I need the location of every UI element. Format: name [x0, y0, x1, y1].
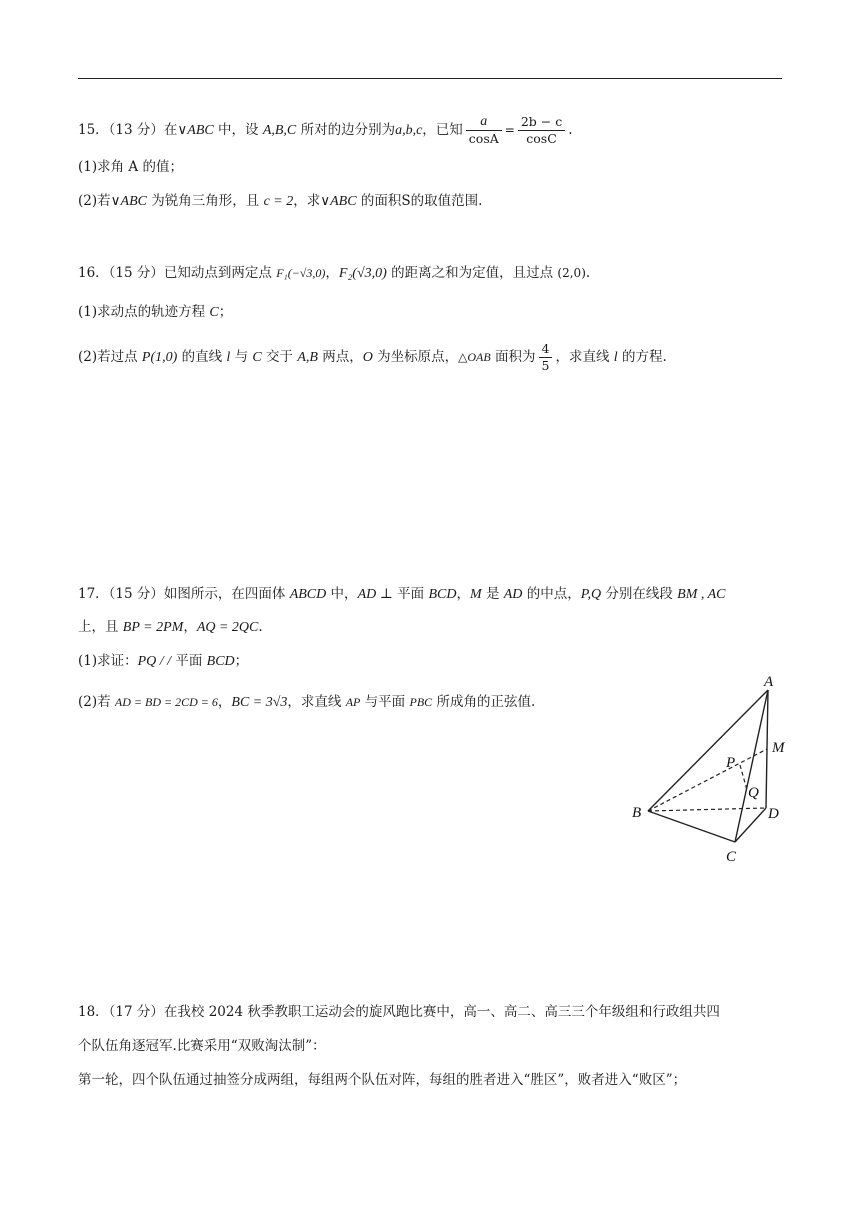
q17-text: 平面 — [392, 586, 429, 602]
header-rule — [78, 78, 782, 79]
q16-text: (2)若过点 — [78, 349, 142, 365]
q16-text: 两点， — [317, 349, 363, 365]
q16-triangle: △OAB — [458, 350, 491, 364]
q15-title — [78, 114, 573, 147]
q17-part-1 — [78, 651, 248, 672]
q16-text: 为坐标原点， — [372, 349, 459, 365]
q17-bc-length: BC = 3√3 — [231, 695, 288, 710]
q17-line-1 — [78, 584, 726, 605]
label-d: D — [768, 806, 779, 822]
q17-parallel: PQ / / — [137, 654, 172, 669]
q16-focus-2: F₂(√3,0) — [338, 266, 387, 281]
q17-segment: AD — [503, 587, 523, 602]
q17-text: 平面 — [171, 653, 207, 669]
q17-text: ； — [234, 653, 249, 669]
q16-text: 与 — [230, 349, 253, 365]
q17-text: ， — [456, 586, 470, 602]
q16-focus-1: F₁(−√3,0) — [276, 266, 326, 280]
q17-text: (1)求证： — [78, 653, 138, 669]
q17-ratio-2: AQ = 2QC — [196, 620, 259, 635]
q17-plane: BCD — [428, 587, 457, 602]
q17-tetrahedron: ABCD — [289, 587, 327, 602]
q15-angles: A,B,C — [262, 123, 297, 138]
q15-text: 的面积S的取值范围. — [356, 193, 483, 209]
edge-bd — [648, 808, 766, 811]
q16-point: (2,0) — [557, 266, 586, 280]
q18-line-2: 个队伍角逐冠军.比赛采用“双败淘汰制”： — [78, 1038, 326, 1054]
q17-segments: BM , AC — [677, 587, 726, 602]
label-b: B — [632, 805, 642, 821]
edge-cd — [735, 808, 766, 842]
q16-points: A,B — [297, 350, 318, 365]
q17-lengths: AD = BD = 2CD = 6 — [114, 695, 218, 709]
q17-text: 所成角的正弦值. — [432, 694, 536, 710]
q15-triangle: ABC — [120, 194, 147, 209]
q16-text: 的直线 — [177, 349, 227, 365]
q15-part-1: (1)求角 A 的值； — [78, 159, 183, 175]
q15-fraction-1: $\frac{a}{\cos A}$ — [466, 114, 502, 147]
q15-side-c: c = 2 — [263, 194, 294, 209]
label-p: P — [726, 755, 736, 771]
q15-fraction-2: $\frac{2b - c}{\cos C}$ — [518, 114, 565, 147]
label-c: C — [726, 849, 737, 865]
q17-plane-pbc: PBC — [409, 695, 433, 709]
q17-text: ， — [183, 619, 197, 635]
edge-bc — [648, 811, 735, 842]
q15-text: 为锐角三角形，且 — [146, 193, 264, 209]
q15-sides: a,b,c — [395, 123, 423, 138]
q16-line-l: l — [613, 350, 618, 365]
q17-text: 与平面 — [360, 694, 410, 710]
q17-text: 分别在线段 — [601, 586, 678, 602]
q16-curve: C — [252, 350, 262, 365]
tetrahedron-figure — [620, 670, 800, 870]
q15-period: . — [568, 122, 573, 138]
q17-point-m: M — [469, 587, 482, 602]
q17-text: 是 — [481, 586, 504, 602]
q16-text: (1)求动点的轨迹方程 — [78, 304, 210, 320]
q15-text: (2)若∨ — [78, 193, 121, 209]
q15-text: 所对的边分别为 — [296, 122, 396, 138]
q17-text: (2)若 — [78, 694, 115, 710]
q17-points: P,Q — [580, 587, 602, 602]
label-m: M — [772, 740, 785, 756]
q16-point-p: P(1,0) — [141, 350, 178, 365]
q15-equals: = — [504, 123, 515, 137]
q17-part-2 — [78, 692, 535, 713]
q15-text: 中，设 — [213, 122, 263, 138]
q16-text: 的方程. — [617, 349, 667, 365]
q17-text: . — [258, 619, 263, 635]
q15-triangle: ABC — [187, 123, 214, 138]
q15-part-2 — [78, 191, 482, 212]
q16-origin: O — [362, 350, 373, 365]
q17-number: 17．（15 分）如图所示，在四面体 — [78, 586, 290, 602]
label-a: A — [764, 674, 774, 690]
q18-line-3: 第一轮，四个队伍通过抽签分成两组，每组两个队伍对阵，每组的胜者进入“胜区”，败者进入“败区”； — [78, 1072, 687, 1088]
q16-text: ； — [218, 304, 233, 320]
q16-line-l: l — [226, 350, 231, 365]
q16-part-2 — [78, 341, 667, 374]
q16-part-1 — [78, 302, 232, 323]
q15-number: 15．（13 分）在∨ — [78, 122, 188, 138]
q17-text: ，求直线 — [287, 694, 346, 710]
q17-text: 上，且 — [78, 619, 123, 635]
q16-text: ， — [325, 265, 339, 281]
q15-text: ，求∨ — [293, 193, 331, 209]
q17-text: 的中点， — [522, 586, 581, 602]
q16-text: 面积为 — [490, 349, 536, 365]
label-q: Q — [748, 785, 759, 801]
q16-fraction: $\frac{4}{5}$ — [539, 341, 553, 374]
q16-number: 16．（15 分）已知动点到两定点 — [78, 265, 277, 281]
q16-text: ，求直线 — [555, 349, 614, 365]
q16-text: 交于 — [261, 349, 298, 365]
segment-pq — [740, 765, 747, 790]
q16-text: 的距离之和为定值，且过点 — [386, 265, 558, 281]
q17-text: ， — [217, 694, 232, 710]
q17-line-2 — [78, 617, 263, 638]
q17-text: 中， — [326, 586, 358, 602]
q15-text: ，已知 — [422, 122, 463, 138]
q16-title — [78, 263, 590, 284]
q17-perp: AD ⊥ — [357, 587, 393, 602]
q17-plane: BCD — [206, 654, 235, 669]
q16-period: . — [585, 265, 591, 281]
q18-line-1: 18．（17 分）在我校 2024 秋季教职工运动会的旋风跑比赛中，高一、高二、高三三个年级组和行政组共四 — [78, 1004, 720, 1020]
q16-curve: C — [209, 305, 219, 320]
q17-ratio-1: BP = 2PM — [122, 620, 184, 635]
q15-triangle: ABC — [330, 194, 357, 209]
q17-line-ap: AP — [345, 695, 361, 709]
